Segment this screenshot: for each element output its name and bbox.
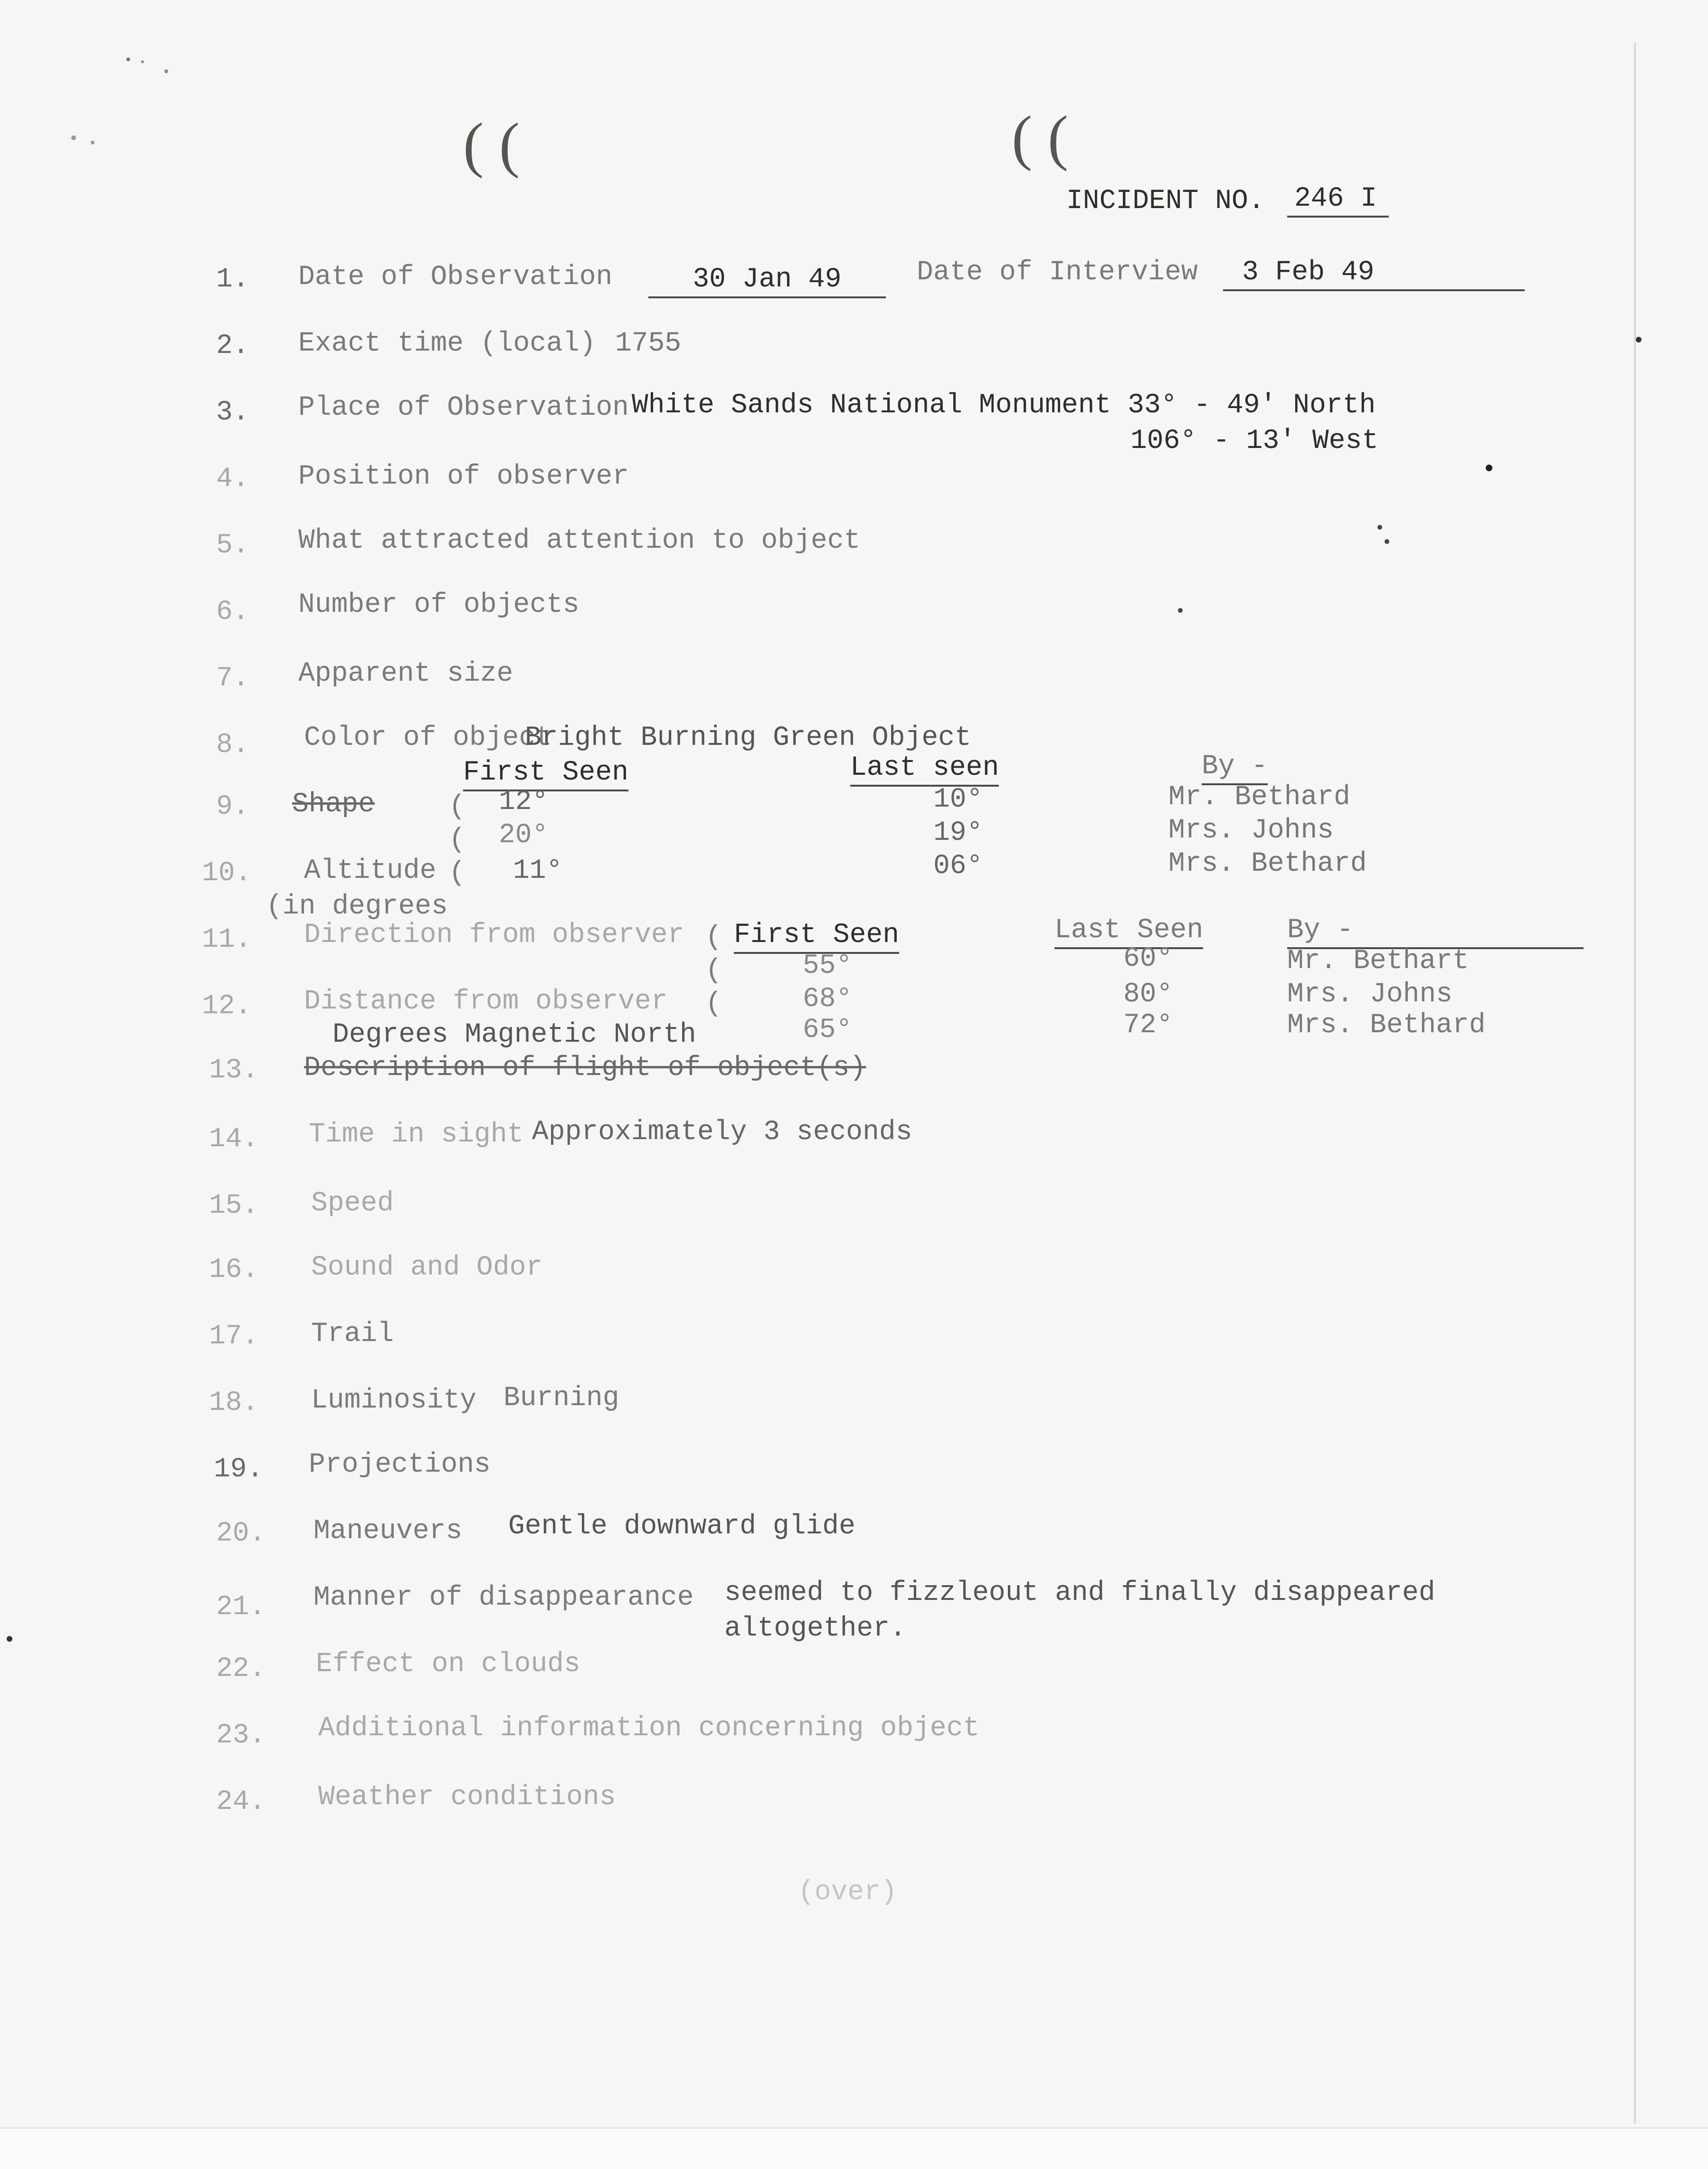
exact-time-label: Exact time (local) xyxy=(298,328,596,359)
direction-last-seen: 60° xyxy=(1123,943,1173,974)
item-number: 14. xyxy=(209,1124,259,1155)
color-of-object-value: Bright Burning Green Object xyxy=(525,723,971,753)
shape-label: Shape xyxy=(292,789,375,820)
luminosity-label: Luminosity xyxy=(311,1385,477,1416)
direction-from-observer-label: Direction from observer xyxy=(304,920,684,951)
date-of-observation-value: 30 Jan 49 xyxy=(648,266,886,298)
page-edge xyxy=(1634,43,1636,2123)
altitude-label: Altitude xyxy=(304,856,436,886)
altitude-first-seen: 20° xyxy=(499,820,549,851)
weather-conditions-label: Weather conditions xyxy=(318,1782,616,1813)
apparent-size-label: Apparent size xyxy=(298,658,513,689)
altitude-by: Mrs. Johns xyxy=(1168,815,1334,846)
item-number: 24. xyxy=(216,1787,266,1817)
altitude-by: Mrs. Bethard xyxy=(1168,848,1367,879)
bracket: ( xyxy=(449,858,465,889)
altitude-units-label: (in degrees xyxy=(266,891,448,922)
bracket: ( xyxy=(705,955,722,986)
date-of-interview-value: 3 Feb 49 xyxy=(1223,259,1525,291)
bracket: ( xyxy=(449,825,465,856)
item-number: 22. xyxy=(216,1654,266,1684)
incident-label: INCIDENT NO. xyxy=(1066,186,1265,217)
item-number: 2. xyxy=(216,331,249,362)
manner-of-disappearance-label: Manner of disappearance xyxy=(313,1582,694,1613)
item-number: 7. xyxy=(216,663,249,694)
item-number: 11. xyxy=(202,924,252,955)
item-number: 5. xyxy=(216,530,249,561)
altitude-col-last-seen: Last seen xyxy=(850,754,999,787)
direction-col-first-seen: First Seen xyxy=(734,922,899,954)
place-of-observation-value: White Sands National Monument 33° - 49' North xyxy=(632,390,1376,421)
maneuvers-label: Maneuvers xyxy=(313,1516,463,1547)
page-bottom-margin xyxy=(0,2127,1708,2169)
direction-last-seen: 72° xyxy=(1123,1010,1173,1041)
item-number: 8. xyxy=(216,730,249,761)
over-note: (over) xyxy=(798,1877,897,1908)
date-of-interview-label: Date of Interview xyxy=(917,257,1198,288)
trail-label: Trail xyxy=(311,1319,394,1350)
altitude-by: Mr. Bethard xyxy=(1168,782,1350,813)
altitude-last-seen: 10° xyxy=(933,784,983,815)
direction-by: Mr. Bethart xyxy=(1287,946,1469,977)
exact-time-value: 1755 xyxy=(615,328,682,359)
item-number: 6. xyxy=(216,597,249,628)
number-of-objects-label: Number of objects xyxy=(298,590,579,620)
speed-label: Speed xyxy=(311,1188,394,1219)
color-of-object-label: Color of object xyxy=(304,723,552,753)
additional-information-label: Additional information concerning object xyxy=(318,1713,980,1744)
direction-last-seen: 80° xyxy=(1123,979,1173,1010)
altitude-last-seen: 19° xyxy=(933,818,983,848)
direction-first-seen: 65° xyxy=(803,1015,853,1046)
item-number: 16. xyxy=(209,1255,259,1285)
manner-of-disappearance-value-line2: altogether. xyxy=(724,1613,906,1644)
incident-number: 246 I xyxy=(1287,185,1389,218)
direction-first-seen: 55° xyxy=(803,951,853,981)
item-number: 17. xyxy=(209,1321,259,1352)
position-of-observer-label: Position of observer xyxy=(298,461,629,492)
item-number: 13. xyxy=(209,1055,259,1086)
bracket: ( xyxy=(705,922,722,953)
item-number: 18. xyxy=(209,1388,259,1418)
description-of-flight-label: Description of flight of object(s) xyxy=(304,1053,866,1084)
manner-of-disappearance-value: seemed to fizzleout and finally disappeared xyxy=(724,1578,1435,1608)
luminosity-value: Burning xyxy=(503,1383,619,1414)
bracket: ( xyxy=(449,791,465,822)
altitude-last-seen: 06° xyxy=(933,851,983,882)
place-of-observation-label: Place of Observation xyxy=(298,392,629,423)
maneuvers-value: Gentle downward glide xyxy=(508,1511,855,1542)
bracket: ( xyxy=(705,989,722,1019)
item-number: 20. xyxy=(216,1518,266,1549)
place-of-observation-longitude: 106° - 13' West xyxy=(1130,426,1379,457)
item-number: 23. xyxy=(216,1720,266,1751)
what-attracted-attention-label: What attracted attention to object xyxy=(298,525,861,556)
direction-first-seen: 68° xyxy=(803,984,853,1015)
effect-on-clouds-label: Effect on clouds xyxy=(316,1649,580,1680)
altitude-first-seen: 11° xyxy=(513,856,563,886)
item-number: 3. xyxy=(216,397,249,428)
degrees-magnetic-north-note: Degrees Magnetic North xyxy=(332,1019,696,1050)
direction-by: Mrs. Johns xyxy=(1287,979,1453,1010)
projections-label: Projections xyxy=(309,1449,491,1480)
item-number: 19. xyxy=(214,1454,264,1485)
direction-col-last-seen: Last Seen xyxy=(1054,917,1203,949)
direction-col-by: By - xyxy=(1287,917,1584,949)
altitude-col-first-seen: First Seen xyxy=(463,759,628,791)
date-of-observation-label: Date of Observation xyxy=(298,262,613,293)
time-in-sight-label: Time in sight xyxy=(309,1119,524,1150)
item-number: 15. xyxy=(209,1190,259,1221)
direction-by: Mrs. Bethard xyxy=(1287,1010,1486,1041)
item-number: 10. xyxy=(202,858,252,889)
sound-and-odor-label: Sound and Odor xyxy=(311,1252,543,1283)
time-in-sight-value: Approximately 3 seconds xyxy=(532,1117,912,1148)
altitude-first-seen: 12° xyxy=(499,787,549,818)
item-number: 1. xyxy=(216,264,249,295)
item-number: 21. xyxy=(216,1592,266,1623)
binder-hole-mark: ( ( xyxy=(1012,104,1069,172)
item-number: 9. xyxy=(216,791,249,822)
altitude-col-by: By - xyxy=(1202,753,1268,785)
binder-hole-mark: ( ( xyxy=(463,111,520,179)
item-number: 4. xyxy=(216,464,249,495)
distance-from-observer-label: Distance from observer xyxy=(304,986,668,1017)
item-number: 12. xyxy=(202,991,252,1022)
